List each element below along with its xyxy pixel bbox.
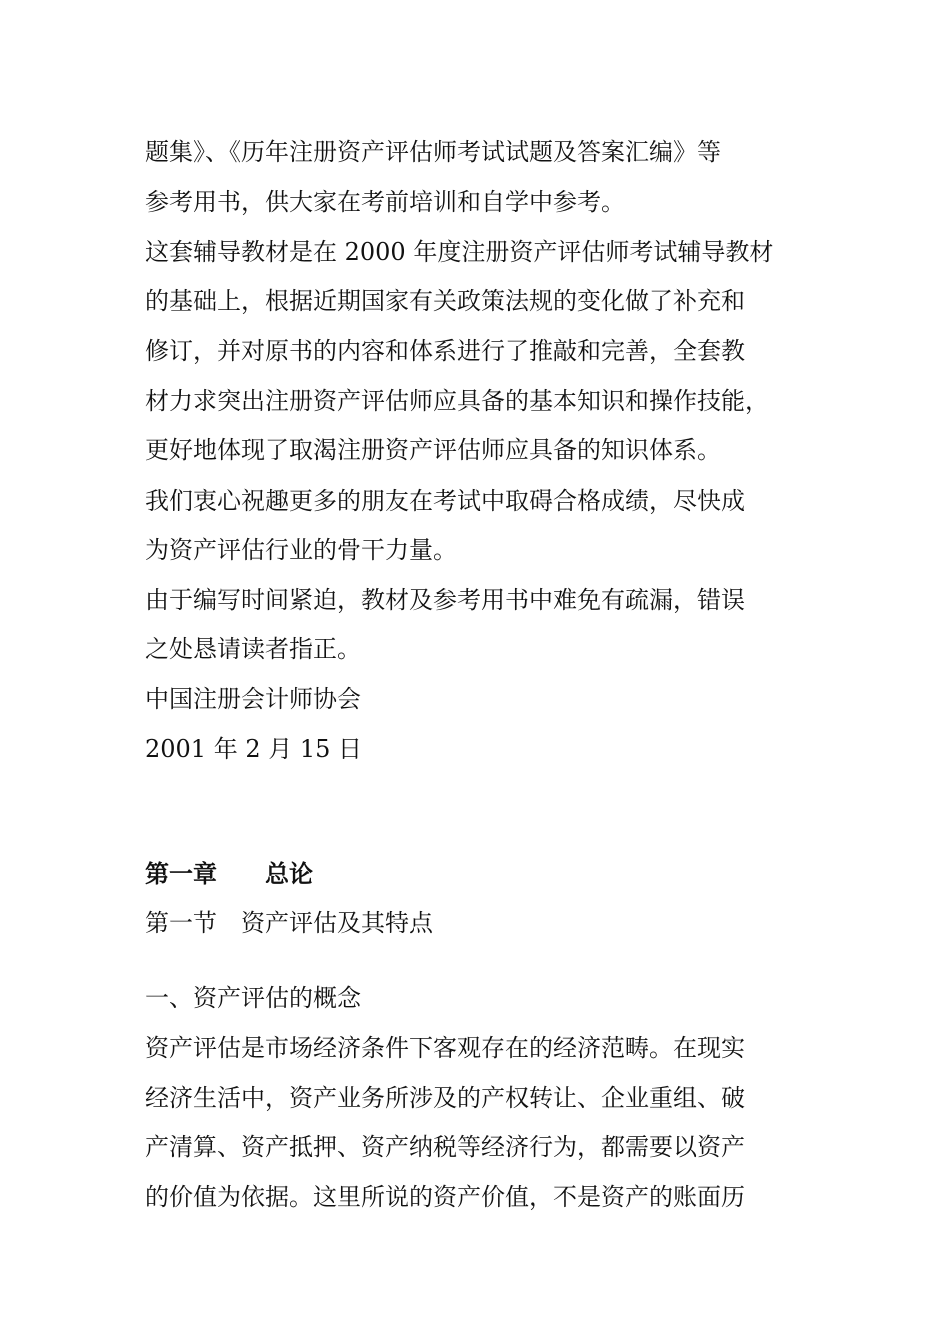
preface-line-11: 之处恳请读者指正。: [145, 635, 361, 663]
subsection-title: 一、资产评估的概念: [145, 984, 361, 1012]
body-line-2: 经济生活中，资产业务所涉及的产权转让、企业重组、破: [145, 1084, 745, 1112]
body-line-1: 资产评估是市场经济条件下客观存在的经济范畴。在现实: [145, 1034, 745, 1062]
preface-line-6: 材力求突出注册资产评估师应具备的基本知识和操作技能，: [145, 387, 769, 415]
preface-line-9: 为资产评估行业的骨干力量。: [145, 536, 457, 564]
preface-line-2: 参考用书，供大家在考前培训和自学中参考。: [145, 188, 625, 216]
body-line-3: 产清算、资产抵押、资产纳税等经济行为，都需要以资产: [145, 1133, 745, 1161]
preface-line-8: 我们衷心祝趣更多的朋友在考试中取碍合格成绩，尽快成: [145, 487, 745, 515]
body-line-4: 的价值为依据。这里所说的资产价值，不是资产的账面历: [145, 1183, 745, 1211]
chapter-title: 第一章 总论: [145, 859, 313, 888]
preface-line-1: 题集》、《历年注册资产评估师考试试题及答案汇编》等: [145, 138, 721, 166]
section-title: 第一节 资产评估及其特点: [145, 909, 433, 937]
preface-line-5: 修订，并对原书的内容和体系进行了推敲和完善，全套教: [145, 337, 745, 365]
preface-signature: 中国注册会计师协会: [145, 685, 361, 713]
preface-line-7: 更好地体现了取渴注册资产评估师应具备的知识体系。: [145, 436, 721, 464]
preface-line-10: 由于编写时间紧迫，教材及参考用书中难免有疏漏，错误: [145, 586, 745, 614]
preface-date: 2001 年 2 月 15 日: [145, 735, 363, 763]
preface-line-3: 这套辅导教材是在 2000 年度注册资产评估师考试辅导教材: [145, 238, 774, 266]
preface-line-4: 的基础上，根据近期国家有关政策法规的变化做了补充和: [145, 287, 745, 315]
